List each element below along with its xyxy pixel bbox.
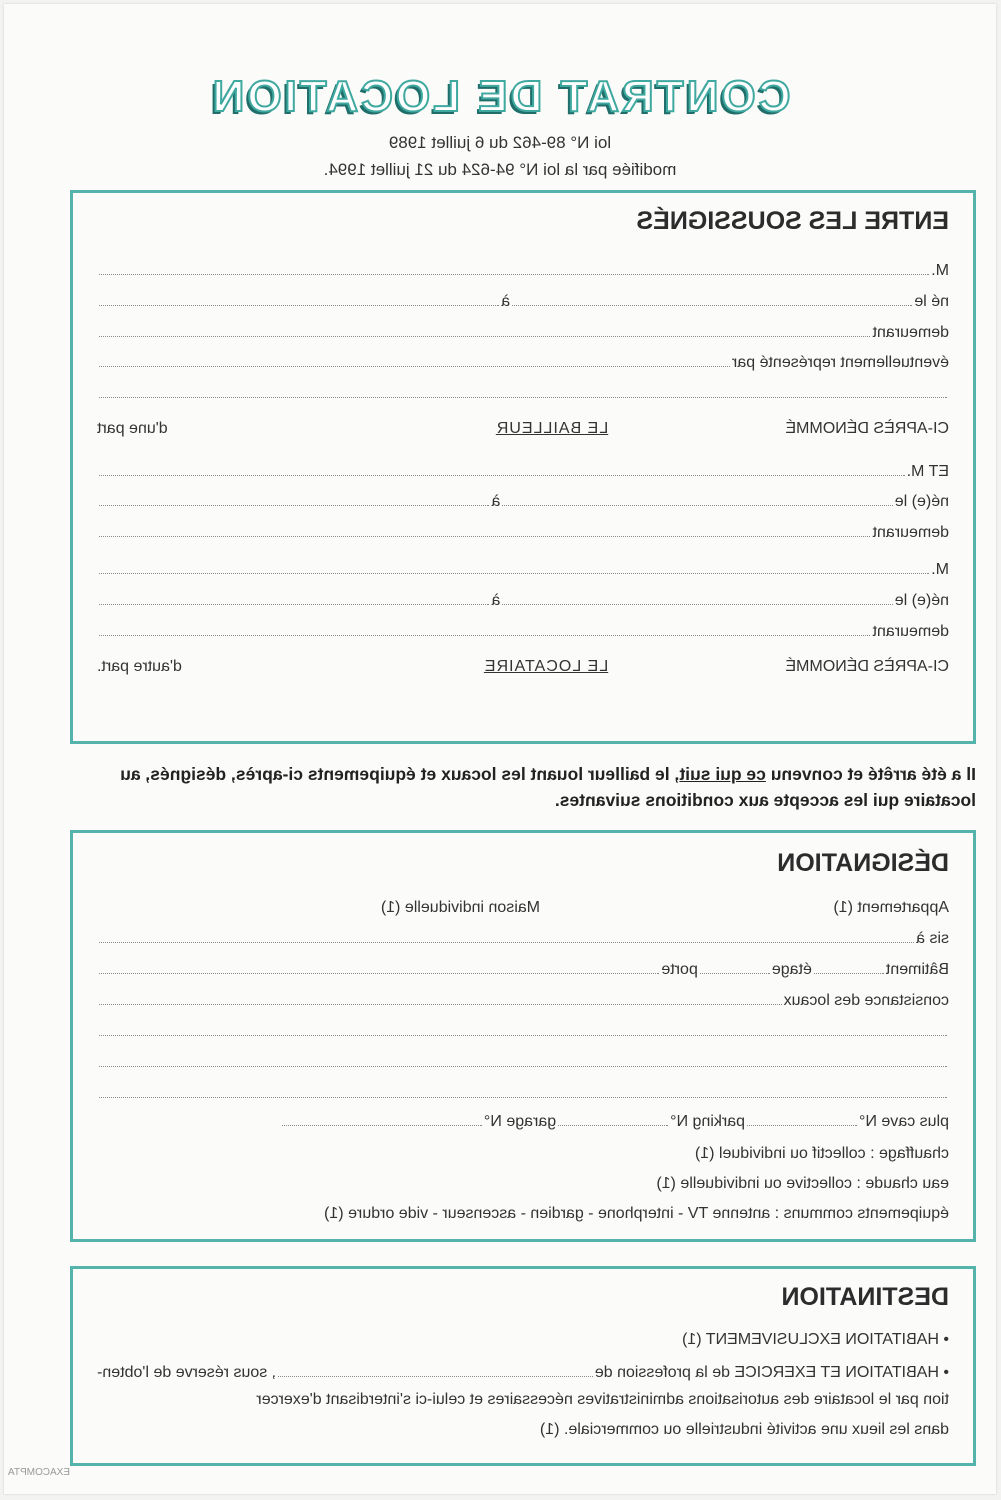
- lessor-address-line: demeurant: [97, 318, 949, 342]
- lessor-name-field[interactable]: [99, 273, 929, 275]
- garage-field[interactable]: [282, 1124, 482, 1126]
- tenant2-birthplace-field[interactable]: [99, 603, 489, 605]
- consistance-extra-line-3: [97, 1079, 949, 1103]
- tenant-designation: CI-APRÈS DÉNOMMÉ LE LOCATAIRE d'autre part.: [97, 658, 949, 675]
- lessor-extra-field[interactable]: [99, 396, 947, 398]
- contract-page: [4, 4, 996, 1494]
- cave-field[interactable]: [747, 1124, 857, 1126]
- destination-section: [70, 1266, 976, 1466]
- consistance-field[interactable]: [99, 1003, 782, 1005]
- lessor-extra-line: [97, 379, 949, 403]
- brand-footer: EXACOMPTA: [8, 1467, 71, 1478]
- destination-heading: DESTINATION: [781, 1283, 949, 1311]
- consistance-extra-line-1: [97, 1017, 949, 1041]
- lessor-birth-line: né le à: [97, 287, 949, 311]
- door-field[interactable]: [99, 972, 659, 974]
- lessor-name-line: M.: [97, 256, 949, 280]
- appartement-option[interactable]: Appartement (1): [833, 899, 949, 916]
- bailleur-label: LE BAILLEUR: [495, 420, 609, 437]
- parking-field[interactable]: [558, 1124, 668, 1126]
- professional-use-option[interactable]: • HABITATION ET EXERCICE de la profession de: [594, 1364, 949, 1381]
- location-field[interactable]: [99, 941, 914, 943]
- document-title: CONTRAT DE LOCATION: [209, 72, 791, 121]
- tenant2-birthdate-field[interactable]: [502, 603, 892, 605]
- housing-type-line: [97, 893, 949, 917]
- hot-water-line: eau chaude : collective ou individuelle (1): [656, 1175, 949, 1192]
- tenant1-address-field[interactable]: [99, 535, 871, 537]
- agreement-underlined: ce qui suit: [679, 764, 766, 784]
- parties-heading: ENTRE LES SOUSSIGNÉS: [636, 207, 949, 235]
- tenant2-address-field[interactable]: [99, 634, 871, 636]
- designation-heading: DÉSIGNATION: [777, 849, 949, 877]
- common-equipment-line: équipements communs : antenne TV - interphone - gardien - ascenseur - vide ordure (1): [324, 1205, 949, 1222]
- tenant1-name-line: ET M.: [97, 457, 949, 481]
- lessor-address-field[interactable]: [99, 335, 871, 337]
- lessor-birthdate-field[interactable]: [512, 304, 912, 306]
- location-line: sis à: [97, 924, 949, 948]
- agreement-paragraph: Il a été arrêté et convenu ce qui suit, le bailleur louant les locaux et équipements ci-après, désignés, au locataire qui les accepte aux conditions suivantes.: [120, 764, 976, 810]
- annex-line: plus cave N° parking N° garage N°: [97, 1107, 949, 1131]
- destination-text-2: dans les lieux une activité industrielle ou commerciale. (1): [539, 1421, 949, 1438]
- residential-only-option[interactable]: • HABITATION EXCLUSIVEMENT (1): [682, 1331, 949, 1348]
- tenant2-name-field[interactable]: [99, 572, 929, 574]
- professional-use-line: • HABITATION ET EXERCICE de la profession de , sous réserve de l'obten-: [97, 1364, 949, 1381]
- lessor-representative-field[interactable]: [99, 365, 730, 367]
- designation-section: [70, 830, 976, 1242]
- destination-text-1: tion par le locataire des autorisations administratives nécessaires et celui-ci s'interdisant d'exercer: [256, 1391, 949, 1408]
- tenant2-birth-line: né(e) le à: [97, 586, 949, 610]
- tenant1-birthdate-field[interactable]: [502, 504, 892, 506]
- tenant1-name-field[interactable]: [99, 474, 905, 476]
- lessor-representative-line: éventuellement représenté par: [97, 348, 949, 372]
- building-line: Bâtiment étage porte: [97, 955, 949, 979]
- building-field[interactable]: [814, 972, 884, 974]
- lessor-designation: CI-APRÈS DÉNOMMÉ LE BAILLEUR d'une part: [97, 420, 949, 437]
- tenant1-birthplace-field[interactable]: [99, 504, 489, 506]
- law-reference: loi N° 89-462 du 6 juillet 1989: [388, 133, 612, 152]
- consistance-extra-line-2: [97, 1048, 949, 1072]
- tenant2-name-line: M.: [97, 555, 949, 579]
- heating-line: chauffage : collectif ou individuel (1): [694, 1145, 949, 1162]
- tenant1-address-line: demeurant: [97, 518, 949, 542]
- profession-field[interactable]: [278, 1375, 593, 1377]
- law-amendment: modifiée par la loi N° 94-624 du 21 juillet 1994.: [323, 160, 677, 179]
- lessor-birthplace-field[interactable]: [99, 304, 499, 306]
- maison-option[interactable]: Maison individuelle (1): [380, 899, 541, 916]
- tenant1-birth-line: né(e) le à: [97, 487, 949, 511]
- parties-section: [70, 190, 976, 744]
- floor-field[interactable]: [700, 972, 770, 974]
- consistance-line: consistance des locaux: [97, 986, 949, 1010]
- tenant2-address-line: demeurant: [97, 617, 949, 641]
- locataire-label: LE LOCATAIRE: [483, 658, 609, 675]
